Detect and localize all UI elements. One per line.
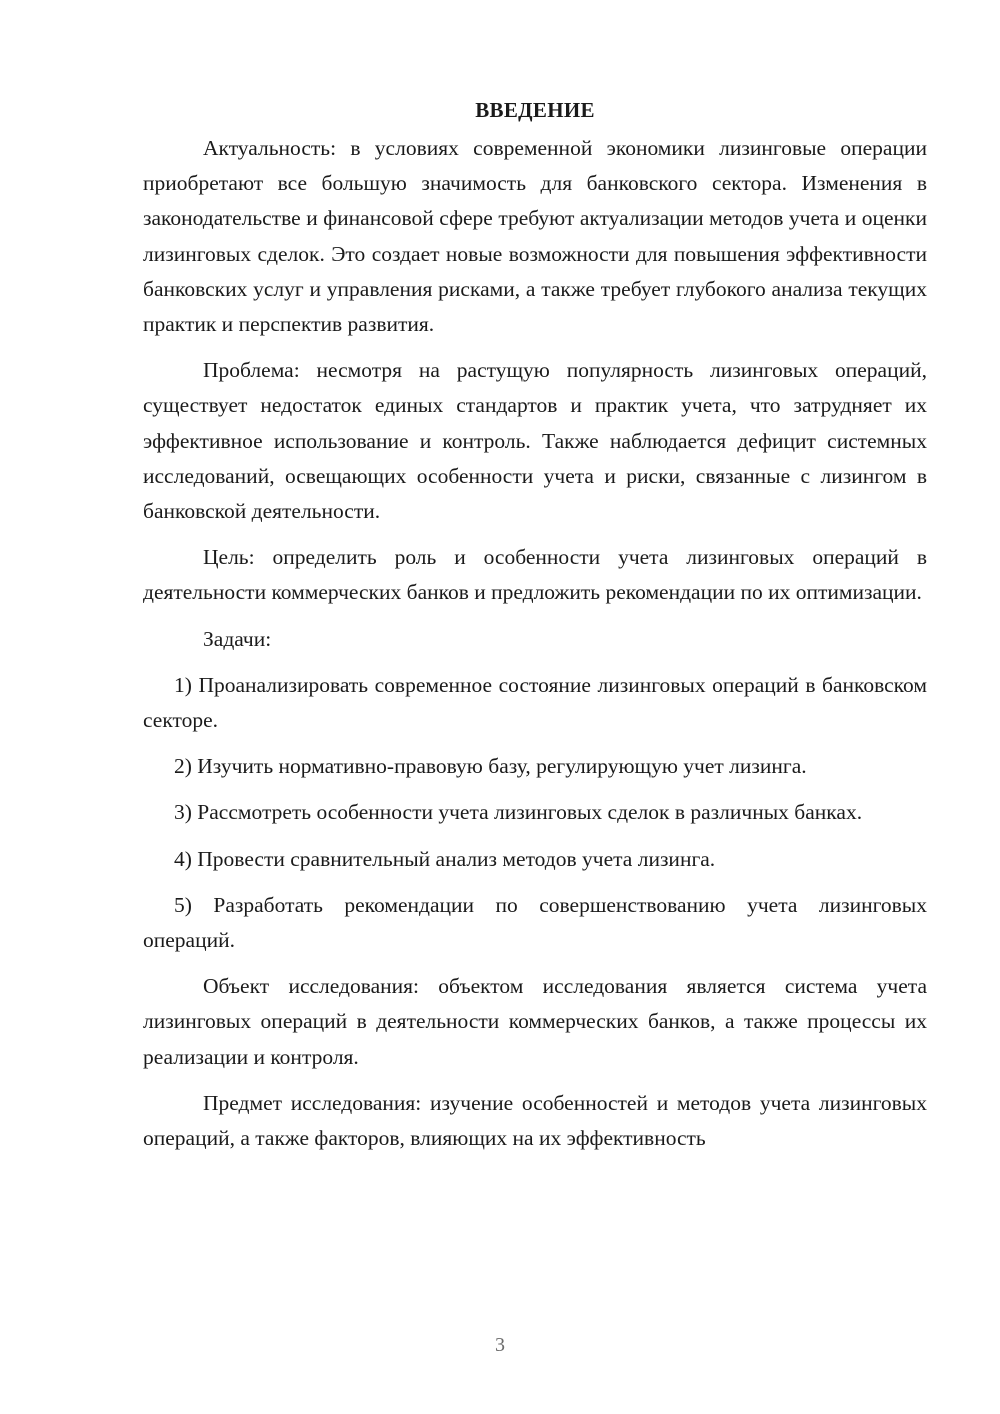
paragraph-subject: Предмет исследования: изучение особенностей и методов учета лизинговых операций, а также факторов, влияющих на их эффективность (143, 1090, 927, 1151)
paragraph-problem: Проблема: несмотря на растущую популярность лизинговых операций, существует недостаток единых стандартов и практик учета, что затрудняет их эффективное использование и контроль. Также наблюдается дефицит системных исследований, освещающих особенности учета и риски, связанные с лизингом в банковской деятельности. (143, 358, 927, 524)
task-item-4: 4) Провести сравнительный анализ методов учета лизинга. (174, 846, 716, 871)
task-item-5: 5) Разработать рекомендации по совершенствованию учета лизинговых операций. (143, 892, 927, 953)
paragraph-relevance: Актуальность: в условиях современной экономики лизинговые операции приобретают все большую значимость для банковского сектора. Изменения в законодательстве и финансовой сфере требуют актуализации методов учета и оценки лизинговых сделок. Это создает новые возможности для повышения эффективности банковских услуг и управления рисками, а также требует глубокого анализа текущих практик и перспектив развития. (143, 136, 927, 337)
paragraph-object: Объект исследования: объектом исследования является система учета лизинговых операций в деятельности коммерческих банков, а также процессы их реализации и контроля. (143, 974, 927, 1069)
tasks-list (143, 668, 927, 958)
task-item-1: 1) Проанализировать современное состояние лизинговых операций в банковском секторе. (143, 672, 927, 733)
task-item-2: 2) Изучить нормативно-правовую базу, регулирующую учет лизинга. (174, 754, 807, 779)
tasks-label: Задачи: (203, 626, 272, 651)
section-heading: ВВЕДЕНИЕ (475, 98, 595, 122)
page-number: 3 (495, 1334, 505, 1356)
document-page (143, 92, 927, 1167)
paragraph-goal: Цель: определить роль и особенности учета лизинговых операций в деятельности коммерческих банков и предложить рекомендации по их оптимизации. (143, 545, 927, 605)
task-item-3: 3) Рассмотреть особенности учета лизинговых сделок в различных банках. (174, 800, 863, 825)
